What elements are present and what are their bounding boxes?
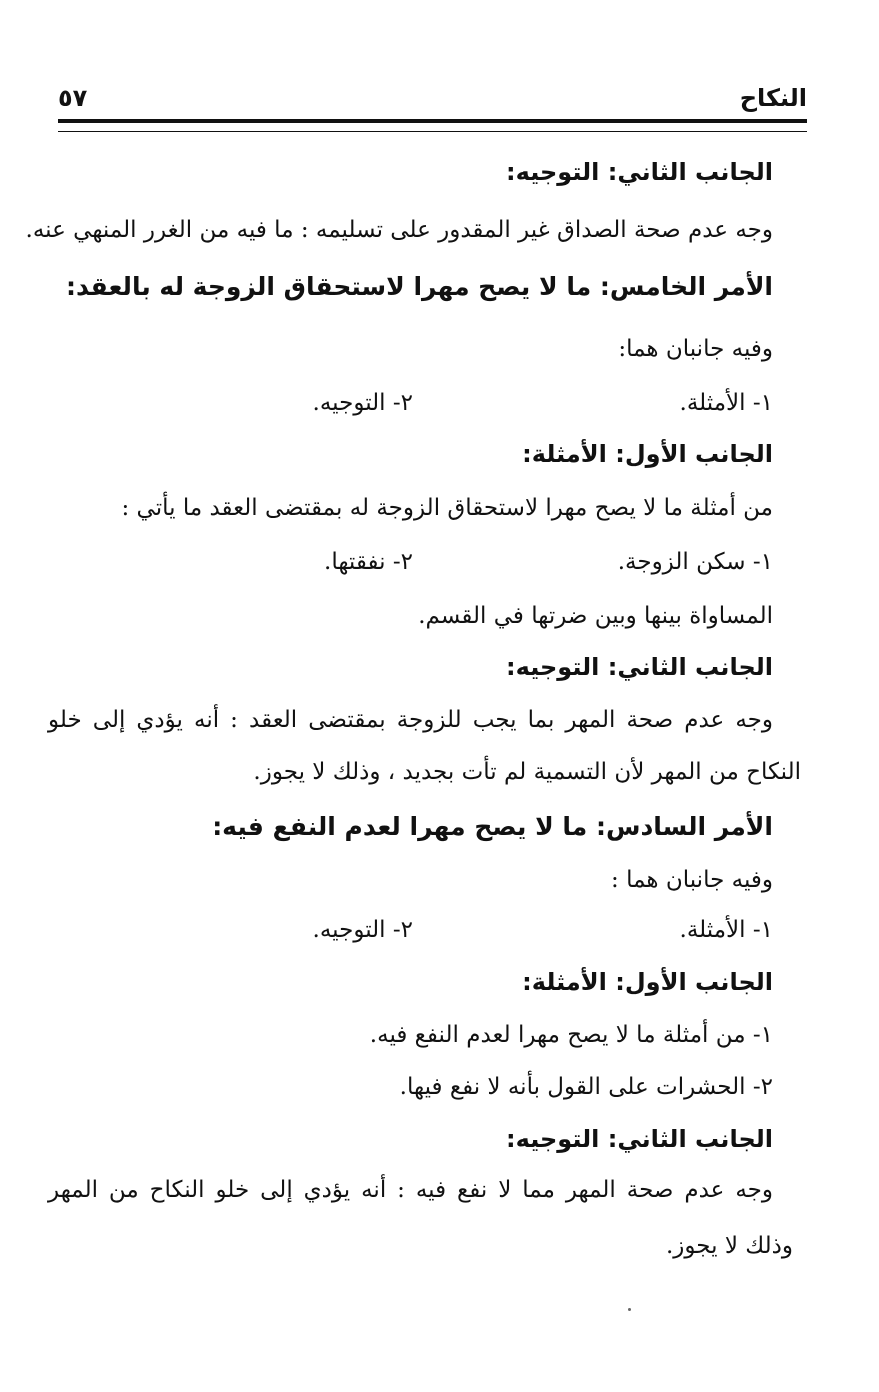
list-item: ١- من أمثلة ما لا يصح مهرا لعدم النفع فيه.	[369, 1022, 773, 1048]
paragraph-line: المساواة بينها وبين ضرتها في القسم.	[418, 603, 773, 629]
header-rule	[58, 119, 807, 132]
list-item: ٢- الحشرات على القول بأنه لا نفع فيها.	[399, 1074, 773, 1100]
main-heading: الأمر الخامس: ما لا يصح مهرا لاستحقاق الزوجة له بالعقد:	[66, 272, 773, 301]
paragraph-line: وجه عدم صحة المهر بما يجب للزوجة بمقتضى العقد : أنه يؤدي إلى خلو	[48, 707, 773, 733]
running-title: النكاح	[739, 84, 807, 112]
section-heading: الجانب الأول: الأمثلة:	[522, 440, 773, 468]
section-heading: الجانب الثاني: التوجيه:	[506, 158, 773, 186]
paragraph-line: وفيه جانبان هما:	[618, 336, 773, 362]
paragraph-line: وجه عدم صحة المهر مما لا نفع فيه : أنه يؤدي إلى خلو النكاح من المهر	[48, 1177, 773, 1203]
list-item: ٢- التوجيه.	[312, 917, 413, 943]
ink-speck	[628, 1308, 631, 1311]
section-heading: الجانب الأول: الأمثلة:	[522, 968, 773, 996]
main-heading: الأمر السادس: ما لا يصح مهرا لعدم النفع فيه:	[212, 812, 773, 841]
paragraph-line: وجه عدم صحة الصداق غير المقدور على تسليمه : ما فيه من الغرر المنهي عنه.	[25, 217, 773, 243]
list-item: ٢- نفقتها.	[324, 549, 413, 575]
list-item: ١- الأمثلة.	[679, 390, 773, 416]
section-heading: الجانب الثاني: التوجيه:	[506, 653, 773, 681]
paragraph-line: وذلك لا يجوز.	[665, 1233, 793, 1259]
section-heading: الجانب الثاني: التوجيه:	[506, 1125, 773, 1153]
paragraph-line: من أمثلة ما لا يصح مهرا لاستحقاق الزوجة له بمقتضى العقد ما يأتي :	[121, 495, 773, 521]
page-number: ٥٧	[58, 84, 88, 112]
list-item: ١- سكن الزوجة.	[617, 549, 773, 575]
page-header	[58, 84, 807, 116]
paragraph-line: النكاح من المهر لأن التسمية لم تأت بجديد ، وذلك لا يجوز.	[253, 759, 801, 785]
list-item: ١- الأمثلة.	[679, 917, 773, 943]
list-item: ٢- التوجيه.	[312, 390, 413, 416]
paragraph-line: وفيه جانبان هما :	[611, 867, 773, 893]
